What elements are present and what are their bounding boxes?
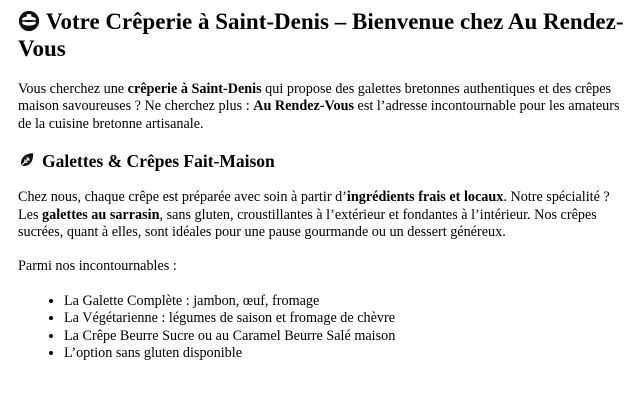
- intro-text-c: qui propose des galettes bretonnes authentiques et des crêpes maison savoureuses ? Ne cherchez plus :: [18, 81, 612, 115]
- page-title: [18, 8, 626, 62]
- section-title: [18, 150, 626, 172]
- section-text-a: Chez nous, chaque crêpe est préparée avec soin à partir d’: [18, 189, 347, 206]
- intro-bold-restaurant: Au Rendez-Vous: [253, 98, 354, 115]
- intro-bold-creperie: crêperie à Saint-Denis: [127, 81, 262, 97]
- page-title-text: Votre Crêperie à Saint-Denis – Bienvenue chez Au Rendez-Vous: [18, 9, 624, 61]
- pancake-icon: [18, 10, 40, 32]
- list-item: • La Galette Complète : jambon, œuf, fromage: [64, 293, 626, 310]
- section-text-c: . Notre spécialité ? Les: [18, 189, 610, 223]
- section-bold-galettes: galettes au sarrasin: [42, 206, 160, 223]
- section-paragraph: [18, 189, 626, 241]
- favorites-list: [18, 293, 626, 363]
- list-item: • La Crêpe Beurre Sucre ou au Caramel Beurre Salé maison: [64, 328, 626, 345]
- list-item: • L’option sans gluten disponible: [64, 345, 626, 362]
- section-title-text: Galettes & Crêpes Fait-Maison: [42, 151, 275, 172]
- section-text-e: , sans gluten, croustillantes à l’extérieur et fondantes à l’intérieur. Nos crêpes sucrées, quant à elles, sont idéales pour une pause gourmande ou un dessert généreux.: [18, 206, 597, 241]
- intro-text-e: est l’adresse incontournable pour les amateurs de la cuisine bretonne artisanale.: [18, 98, 620, 132]
- list-item: • La Végétarienne : légumes de saison et fromage de chèvre: [64, 310, 626, 327]
- intro-text-a: Vous cherchez une: [18, 81, 128, 97]
- section-bold-ingredients: ingrédients frais et locaux: [346, 189, 504, 206]
- intro-paragraph: [18, 81, 626, 133]
- list-intro: Parmi nos incontournables :: [18, 258, 177, 275]
- leaf-icon: [18, 151, 36, 169]
